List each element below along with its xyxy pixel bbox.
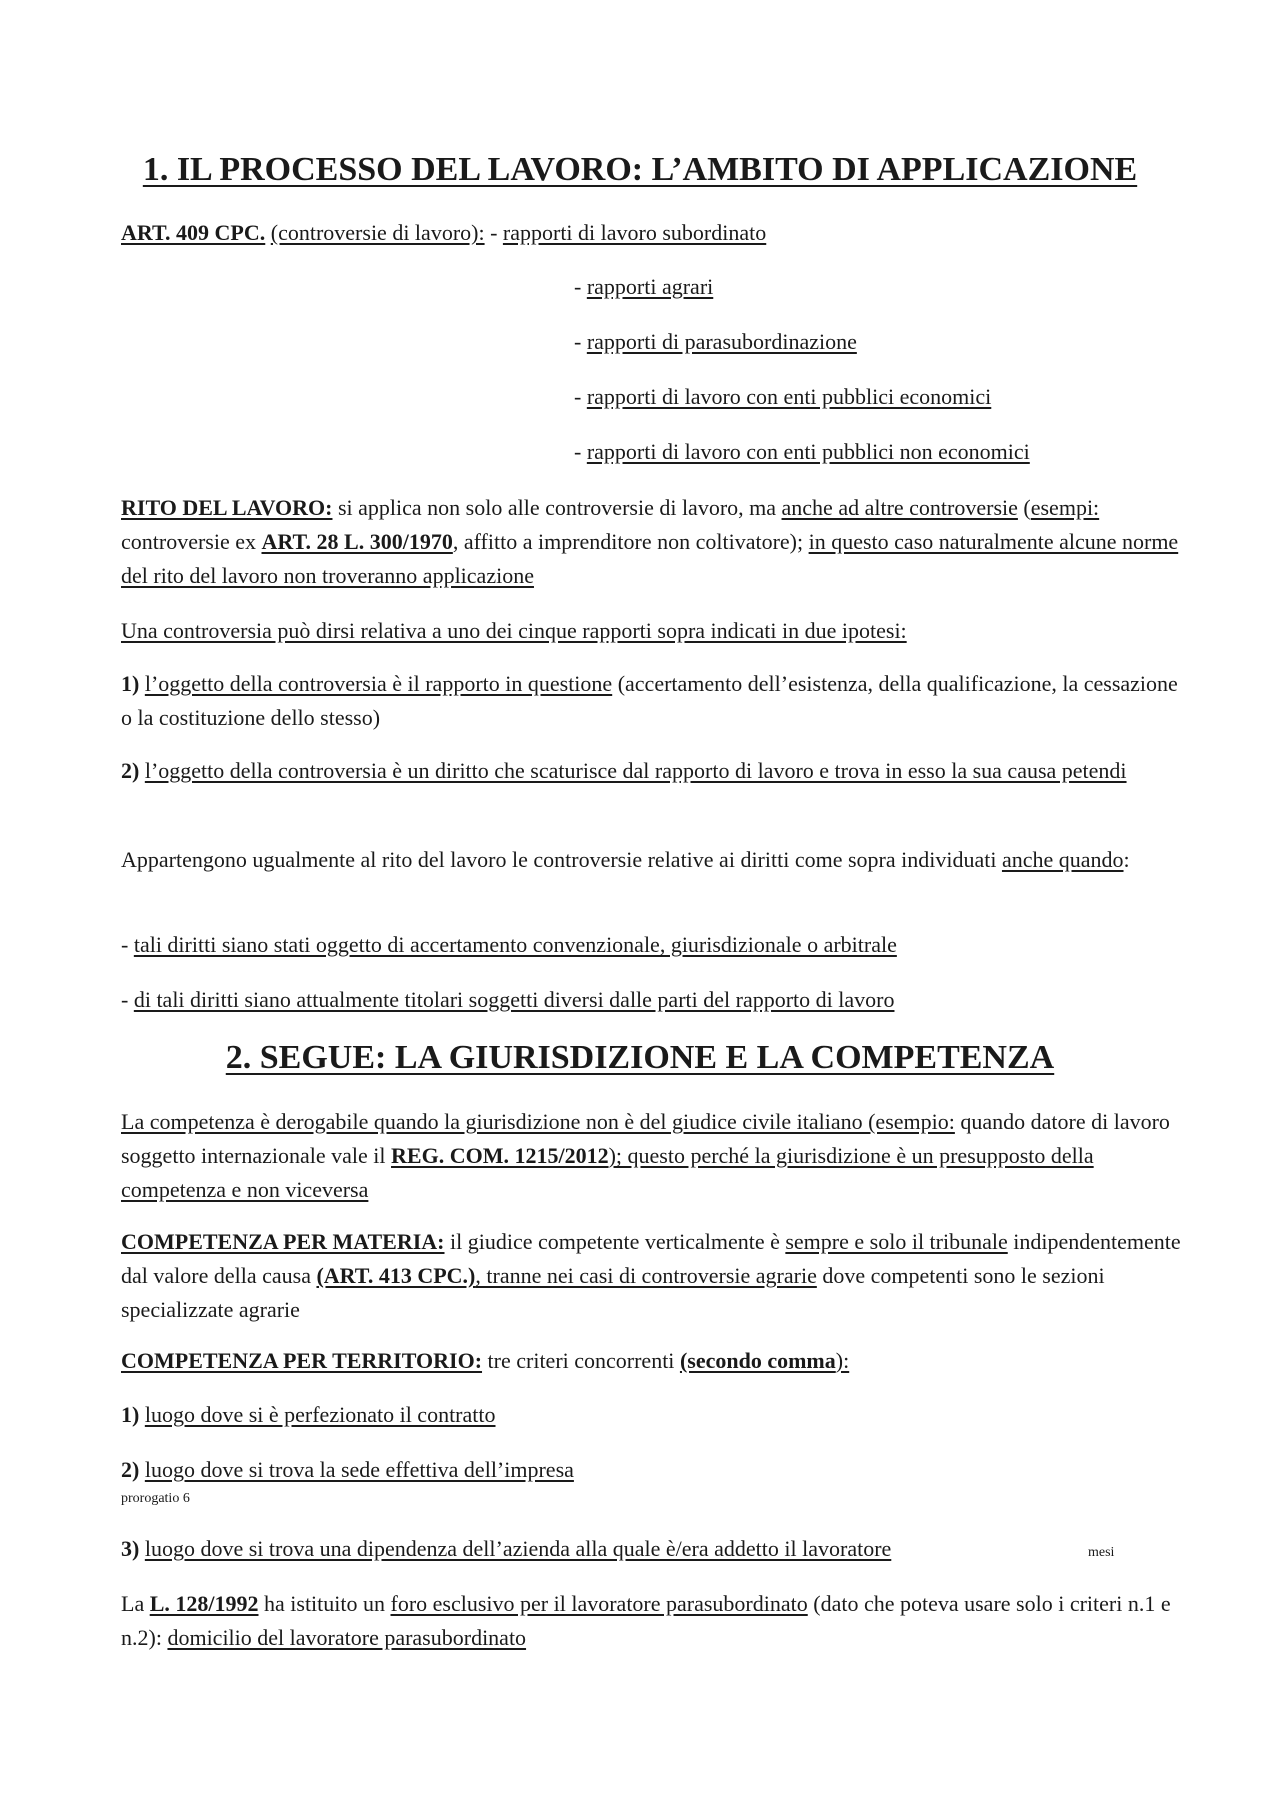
ipotesi-1: 1) l’oggetto della controversia è il rapporto in questione (accertamento dell’esistenza, della qualificazione, la cessazione o la costituzione dello stesso) [121, 671, 1178, 730]
bullet-item: - tali diritti siano stati oggetto di accertamento convenzionale, giurisdizionale o arbitrale [121, 932, 897, 957]
appartengono-paragraph: Appartengono ugualmente al rito del lavoro le controversie relative ai diritti come sopra individuati anche quando: [121, 847, 1130, 872]
list-item: - rapporti di parasubordinazione [574, 329, 857, 354]
giurisdizione-paragraph: La competenza è derogabile quando la giurisdizione non è del giudice civile italiano (esempio: quando datore di lavoro soggetto internazionale vale il REG. COM. 1215/2012); questo perché la giurisdizione è un presupposto della competenza e non viceversa [121, 1109, 1170, 1202]
ipotesi-2: 2) l’oggetto della controversia è un diritto che scaturisce dal rapporto di lavoro e trova in esso la sua causa petendi [121, 758, 1127, 783]
margin-note-mesi: mesi [1088, 1545, 1115, 1560]
list-item: - rapporti di lavoro con enti pubblici non economici [574, 439, 1030, 464]
criterio-3: 3) luogo dove si trova una dipendenza dell’azienda alla quale è/era addetto il lavoratore [121, 1536, 892, 1561]
section-1-title: 1. IL PROCESSO DEL LAVORO: L’AMBITO DI APPLICAZIONE [142, 151, 1138, 188]
list-item: - rapporti agrari [574, 274, 714, 299]
bullet-item: - di tali diritti siano attualmente titolari soggetti diversi dalle parti del rapporto di lavoro [121, 987, 895, 1012]
ipotesi-line: Una controversia può dirsi relativa a uno dei cinque rapporti sopra indicati in due ipotesi: [121, 618, 907, 643]
legge-128-paragraph: La L. 128/1992 ha istituito un foro esclusivo per il lavoratore parasubordinato (dato che poteva usare solo i criteri n.1 e n.2): domicilio del lavoratore parasubordinato [121, 1591, 1171, 1650]
rito-del-lavoro-paragraph: RITO DEL LAVORO: si applica non solo alle controversie di lavoro, ma anche ad altre controversie (esempi: controversie ex ART. 28 L. 300/1970, affitto a imprenditore non coltivatore); in questo caso naturalmente alcune norme del rito del lavoro non troveranno applicazione [121, 495, 1179, 588]
competenza-territorio-line: COMPETENZA PER TERRITORIO: tre criteri concorrenti (secondo comma): [121, 1348, 850, 1373]
section-2-title: 2. SEGUE: LA GIURISDIZIONE E LA COMPETENZA [225, 1039, 1055, 1076]
competenza-materia-paragraph: COMPETENZA PER MATERIA: il giudice competente verticalmente è sempre e solo il tribunale indipendentemente dal valore della causa (ART. 413 CPC.), tranne nei casi di controversie agrarie dove competenti sono le sezioni specializzate agrarie [121, 1229, 1181, 1322]
margin-note-prorogatio: prorogatio 6 [121, 1491, 190, 1506]
criterio-2: 2) luogo dove si trova la sede effettiva dell’impresa [121, 1457, 574, 1482]
art-409-line: ART. 409 CPC. (controversie di lavoro): - rapporti di lavoro subordinato [121, 220, 767, 245]
criterio-1: 1) luogo dove si è perfezionato il contratto [121, 1402, 496, 1427]
list-item: - rapporti di lavoro con enti pubblici economici [574, 384, 992, 409]
